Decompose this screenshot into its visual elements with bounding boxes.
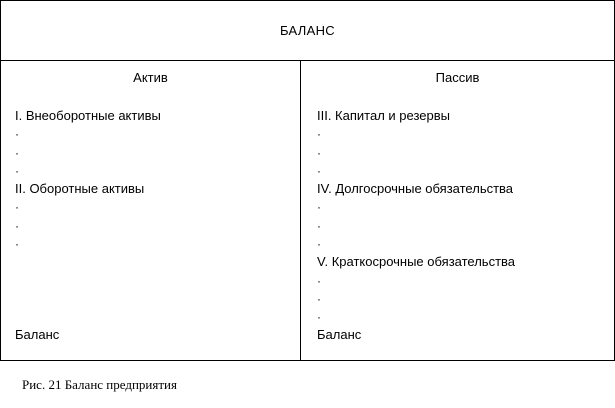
liability-placeholder-dot: · bbox=[317, 163, 321, 178]
liability-placeholder-dot: · bbox=[317, 310, 321, 325]
asset-column bbox=[1, 61, 301, 360]
asset-section-noncurrent: I. Внеоборотные активы bbox=[15, 108, 161, 123]
asset-total: Баланс bbox=[15, 327, 60, 342]
liability-placeholder-dot: · bbox=[317, 145, 321, 160]
asset-placeholder-dot: · bbox=[15, 200, 19, 215]
asset-lines bbox=[15, 107, 296, 253]
liability-heading: Пассив bbox=[435, 70, 480, 85]
asset-placeholder-dot: · bbox=[15, 218, 19, 233]
balance-title: БАЛАНС bbox=[1, 1, 614, 61]
asset-heading: Актив bbox=[133, 70, 168, 85]
asset-section-current: II. Оборотные активы bbox=[15, 181, 145, 197]
figure-caption: Рис. 21 Баланс предприятия bbox=[22, 377, 177, 392]
liability-column bbox=[301, 61, 614, 360]
asset-placeholder-dot: · bbox=[15, 163, 19, 178]
liability-placeholder-dot: · bbox=[317, 127, 321, 142]
liability-placeholder-dot: · bbox=[317, 218, 321, 233]
liability-placeholder-dot: · bbox=[317, 273, 321, 288]
liability-placeholder-dot: · bbox=[317, 291, 321, 306]
liability-section-capital: III. Капитал и резервы bbox=[317, 108, 450, 123]
asset-placeholder-dot: · bbox=[15, 127, 19, 142]
asset-placeholder-dot: · bbox=[15, 145, 19, 160]
liability-placeholder-dot: · bbox=[317, 200, 321, 215]
liability-lines bbox=[317, 107, 610, 327]
liability-total: Баланс bbox=[317, 327, 362, 342]
liability-section-shortterm: V. Краткосрочные обязательства bbox=[317, 254, 516, 270]
liability-section-longterm: IV. Долгосрочные обязательства bbox=[317, 181, 514, 197]
liability-placeholder-dot: · bbox=[317, 237, 321, 252]
asset-placeholder-dot: · bbox=[15, 237, 19, 252]
